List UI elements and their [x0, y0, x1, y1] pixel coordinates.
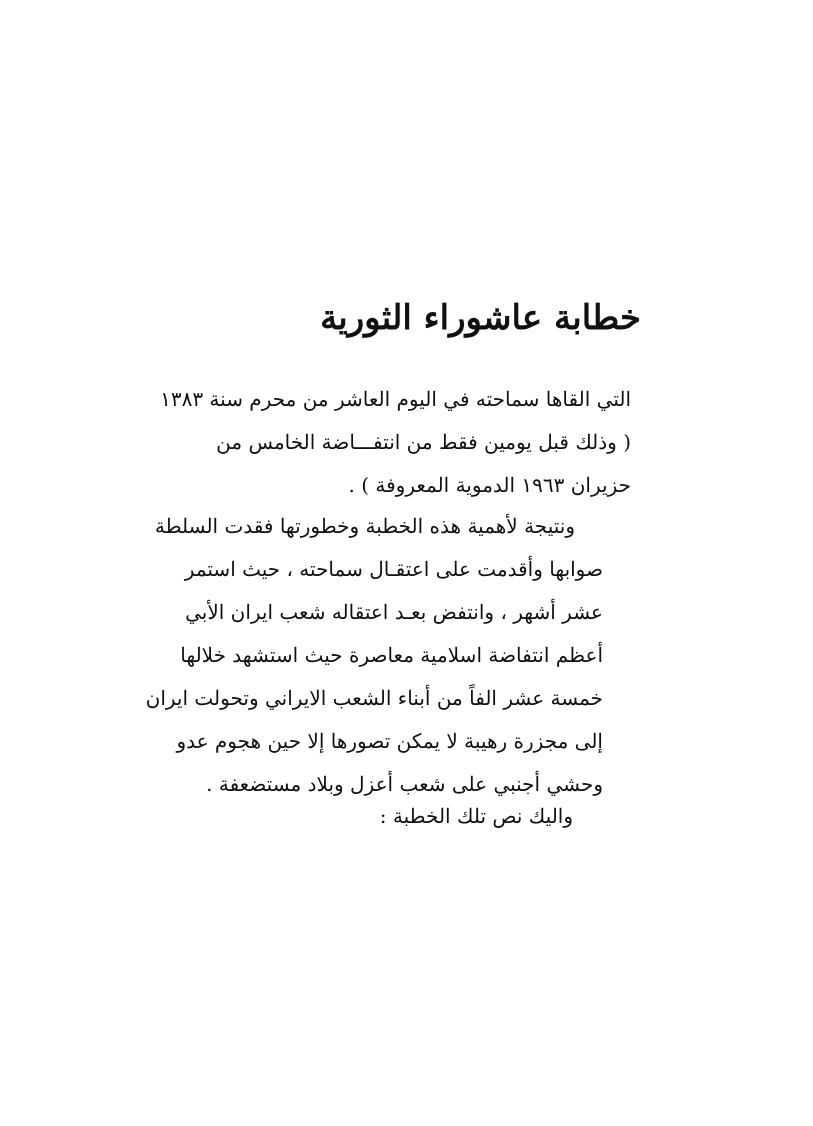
intro-line: حزيران ١٩٦٣ الدموية المعروفة ) .	[348, 473, 631, 497]
body-line: عشر أشهر ، وانتفض بعـد اعتقاله شعب ايران الأبي	[185, 600, 603, 624]
body-line: صوابها وأقدمت على اعتقـال سماحته ، حيث استمر	[184, 557, 603, 581]
body-line: ونتيجة لأهمية هذه الخطبة وخطورتها فقدت السلطة	[154, 514, 575, 538]
body-line: إلى مجزرة رهيبة لا يمكن تصورها إلا حين هجوم عدو	[176, 729, 603, 753]
intro-line: التي القاها سماحته في اليوم العاشر من محرم سنة ١٣٨٣	[160, 387, 631, 411]
intro-paragraph	[160, 378, 631, 507]
closing-line: واليك نص تلك الخطبة :	[379, 804, 573, 828]
intro-line: ( وذلك قبل يومين فقط من انتفـــاضة الخامس من	[216, 430, 631, 454]
body-line: أعظم انتفاضة اسلامية معاصرة حيث استشهد خلالها	[180, 643, 603, 667]
body-paragraph	[145, 505, 631, 806]
body-line: وحشي أجنبي على شعب أعزل وبلاد مستضعفة .	[206, 772, 603, 796]
page-title: خطابة عاشوراء الثورية	[320, 298, 641, 338]
body-line: خمسة عشر الفاً من أبناء الشعب الايراني وتحولت ايران	[145, 686, 603, 710]
